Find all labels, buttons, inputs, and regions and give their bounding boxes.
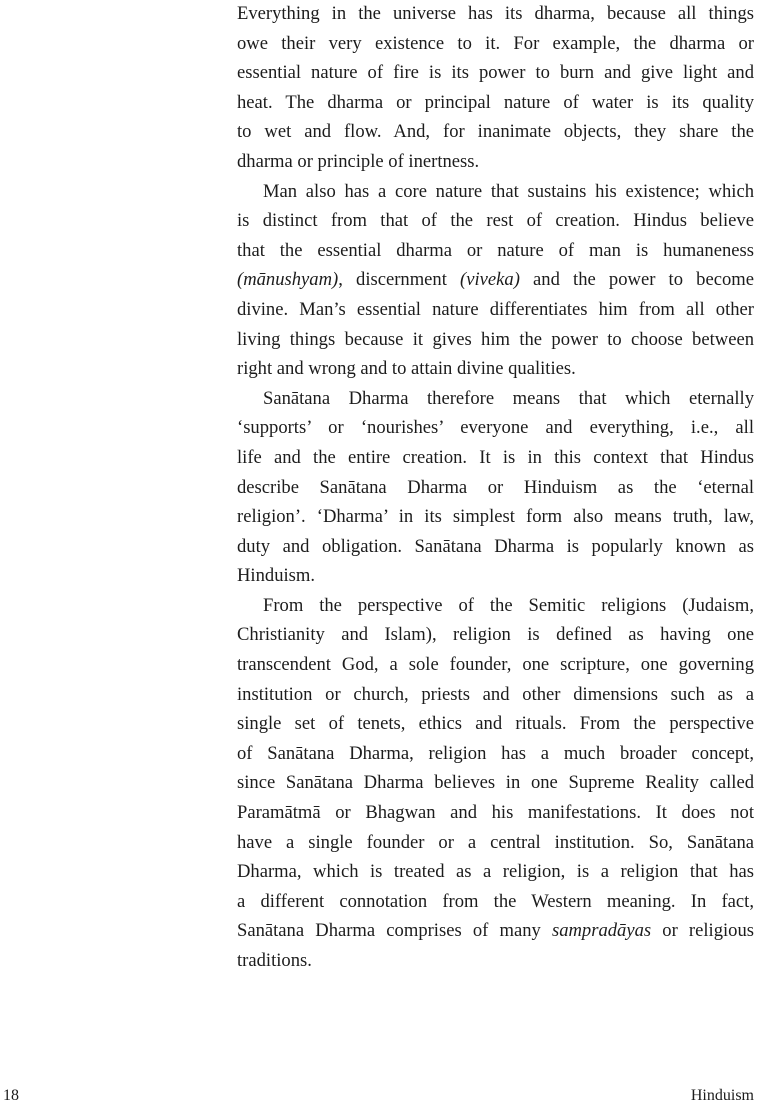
text-run: Christianity and Islam), religion is defined as having one: [237, 624, 754, 646]
text-run: institution or church, priests and other dimensions such as a: [237, 683, 754, 705]
text-run: ‘supports’ or ‘nourishes’ everyone and everything, i.e., all: [237, 417, 754, 439]
text-line: [237, 88, 754, 118]
text-line: [237, 147, 754, 177]
text-run: that the essential dharma or nature of man is humaneness: [237, 239, 754, 261]
text-line: [237, 443, 754, 473]
text-line: [237, 384, 754, 414]
text-run: Paramātmā or Bhagwan and his manifestations. It does not: [237, 802, 754, 824]
page-number: 18: [3, 1087, 19, 1104]
text-line: [237, 58, 754, 88]
text-run: heat. The dharma or principal nature of water is its quality: [237, 91, 754, 113]
text-line: [237, 561, 754, 591]
text-line: [237, 206, 754, 236]
text-run: Sanātana Dharma comprises of many: [237, 920, 552, 942]
text-run: religion’. ‘Dharma’ in its simplest form also means truth, law,: [237, 506, 754, 528]
body-text: [237, 0, 754, 976]
text-run: since Sanātana Dharma believes in one Supreme Reality called: [237, 772, 754, 794]
paragraph: [237, 591, 754, 976]
text-line: [237, 502, 754, 532]
text-run: Everything in the universe has its dharma, because all things: [237, 3, 754, 24]
text-line: [237, 798, 754, 828]
text-line: [237, 177, 754, 207]
text-run: of Sanātana Dharma, religion has a much broader concept,: [237, 742, 754, 764]
text-line: [237, 828, 754, 858]
text-line: [237, 739, 754, 769]
text-line: [237, 265, 754, 295]
text-run: and the power to become: [519, 269, 754, 291]
text-line: [237, 709, 754, 739]
text-line: [237, 857, 754, 887]
text-run: transcendent God, a sole founder, one scripture, one governing: [237, 654, 754, 676]
text-run: or religious: [651, 920, 754, 942]
text-run: is distinct from that of the rest of creation. Hindus believe: [237, 210, 754, 232]
text-run: describe Sanātana Dharma or Hinduism as the ‘eternal: [237, 476, 754, 498]
text-run: divine. Man’s essential nature differentiates him from all other: [237, 298, 754, 320]
text-run: , discernment: [338, 269, 461, 291]
text-line: [237, 591, 754, 621]
text-line: [237, 650, 754, 680]
paragraph: [237, 177, 754, 384]
text-run: owe their very existence to it. For example, the dharma or: [237, 32, 754, 54]
text-line: [237, 916, 754, 946]
text-line: [237, 354, 754, 384]
text-run: right and wrong and to attain divine qualities.: [237, 358, 576, 380]
text-run: Dharma, which is treated as a religion, is a religion that has: [237, 861, 754, 883]
italic-term: sampradāyas: [551, 920, 652, 942]
text-line: [237, 29, 754, 59]
text-run: Hinduism.: [237, 565, 315, 587]
italic-term: (mānushyam): [237, 269, 339, 291]
text-line: [237, 236, 754, 266]
text-line: [237, 887, 754, 917]
text-run: life and the entire creation. It is in this context that Hindus: [237, 446, 754, 468]
paragraph: [237, 384, 754, 591]
text-run: a different connotation from the Western meaning. In fact,: [237, 890, 754, 912]
italic-term: (viveka): [460, 269, 520, 291]
text-line: [237, 946, 754, 976]
text-line: [237, 620, 754, 650]
text-line: [237, 768, 754, 798]
text-run: Man also has a core nature that sustains his existence; which: [263, 180, 754, 202]
text-run: traditions.: [237, 950, 312, 971]
text-line: [237, 0, 754, 29]
text-line: [237, 680, 754, 710]
text-line: [237, 295, 754, 325]
text-run: From the perspective of the Semitic religions (Judaism,: [263, 594, 754, 616]
text-run: dharma or principle of inertness.: [237, 150, 480, 172]
text-run: essential nature of fire is its power to burn and give light and: [237, 62, 754, 84]
text-run: to wet and flow. And, for inanimate objects, they share the: [237, 121, 754, 143]
text-run: living things because it gives him the power to choose between: [237, 328, 754, 350]
text-run: duty and obligation. Sanātana Dharma is popularly known as: [237, 535, 754, 557]
text-line: [237, 473, 754, 503]
text-run: Sanātana Dharma therefore means that which eternally: [263, 387, 754, 409]
text-line: [237, 532, 754, 562]
paragraph: [237, 0, 754, 177]
text-run: single set of tenets, ethics and rituals. From the perspective: [237, 713, 754, 735]
text-line: [237, 325, 754, 355]
text-line: [237, 117, 754, 147]
running-title: Hinduism: [690, 1087, 754, 1104]
text-run: have a single founder or a central institution. So, Sanātana: [237, 831, 754, 853]
text-line: [237, 413, 754, 443]
